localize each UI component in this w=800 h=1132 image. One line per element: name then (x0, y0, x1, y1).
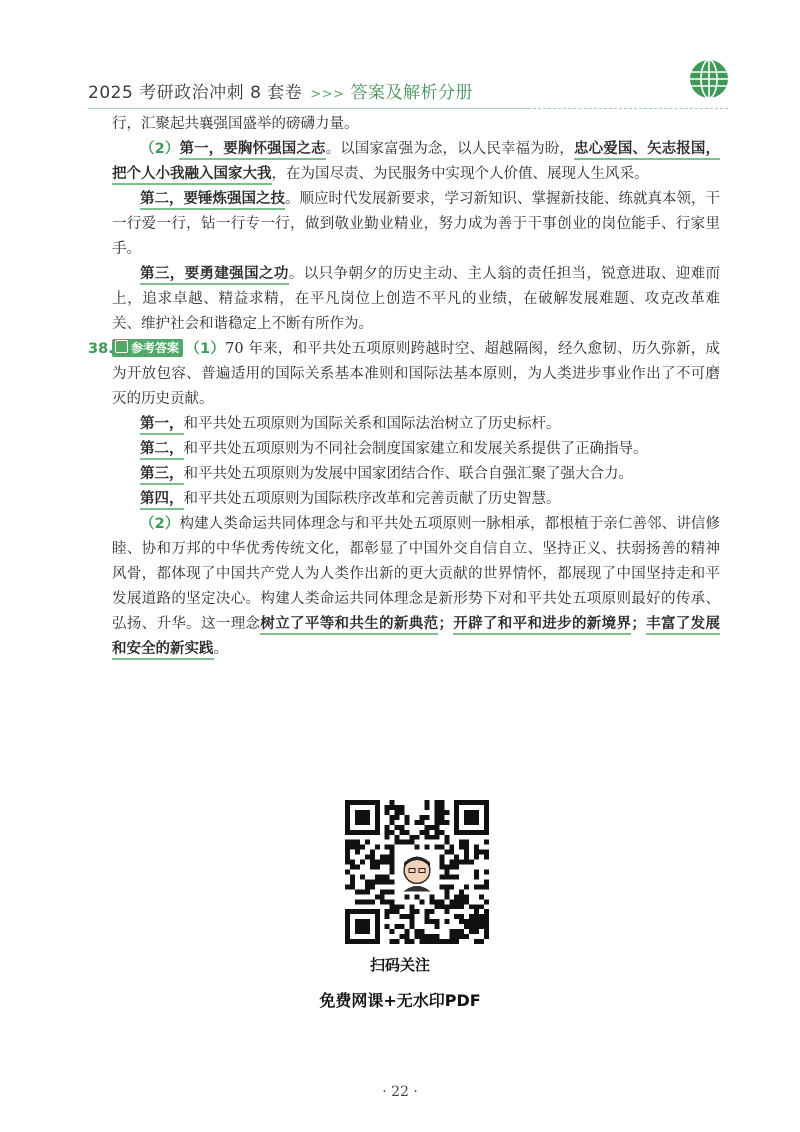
q38-point-1 (112, 412, 720, 437)
point-lead: 第三， (140, 466, 184, 485)
paragraph-continuation: 行，汇聚起共襄强国盛举的磅礴力量。 (112, 116, 359, 132)
q38-part-2 (112, 512, 720, 662)
key-phrase: 丰富了发展和安全的新实践 (112, 616, 720, 660)
part-number: （2） (140, 516, 180, 532)
paragraph-point-1 (112, 137, 720, 187)
point-lead: 第四， (140, 491, 184, 510)
answer-badge (112, 339, 183, 357)
edit-icon (115, 340, 128, 353)
paragraph-point-2 (112, 187, 720, 262)
answer-content (88, 112, 721, 662)
paragraph-point-3 (112, 262, 720, 337)
qr-caption: 扫码关注 (369, 956, 430, 974)
key-phrase: 树立了平等和共生的新典范 (260, 616, 438, 635)
globe-icon (688, 58, 730, 100)
q38-intro (112, 337, 720, 412)
page-number: · 22 · (382, 1084, 418, 1100)
body-text: 。以国家富强为念，以人民幸福为盼， (325, 141, 574, 157)
page-header (88, 70, 720, 110)
body-text: 。以只争朝夕的历史主动、主人翁的责任担当，锐意进取、迎难而上，追求卓越、精益求精，在平凡岗位上创造不平凡的业绩，在破解发展难题、攻克改革难关、维护社会和谐稳定上不断有所作为。 (112, 266, 721, 332)
point-text: 和平共处五项原则为国际关系和国际法治树立了历史标杆。 (183, 416, 561, 432)
header-rule-dashed (528, 108, 728, 109)
section-title: 答案及解析分册 (350, 83, 473, 103)
point-text: 和平共处五项原则为不同社会制度国家建立和发展关系提供了正确指导。 (183, 441, 648, 457)
avatar (397, 852, 437, 892)
body-text: 。顺应时代发展新要求，学习新知识、掌握新技能、练就真本领，干一行爱一行，钻一行专一行，做到敬业勤业精业，努力成为善于干事创业的岗位能手、行家里手。 (112, 191, 720, 257)
q38-point-4 (112, 487, 720, 512)
qr-code[interactable] (345, 800, 489, 944)
q38-point-2 (112, 437, 720, 462)
point-text: 和平共处五项原则为发展中国家团结合作、联合自强汇聚了强大合力。 (183, 466, 633, 482)
point-lead: 第二， (140, 441, 184, 460)
question-number: 38. (88, 341, 114, 357)
body-text: 70 年来，和平共处五项原则跨越时空、超越隔阂，经久愈韧、历久弥新，成为开放包容、普遍适用的国际关系基本准则和国际法基本原则，为人类进步事业作出了不可磨灭的历史贡献。 (112, 341, 720, 407)
q38-point-3 (112, 462, 720, 487)
part-number: （1） (185, 341, 226, 357)
key-phrase: 开辟了和平和进步的新境界 (453, 616, 631, 635)
qr-subcaption: 免费网课+无水印PDF (319, 991, 481, 1010)
key-phrase: 忠心爱国、矢志报国，把个人小我融入国家大我 (112, 141, 720, 185)
separator: ； (631, 616, 646, 632)
header-rule (88, 108, 528, 109)
point-lead: 第一， (140, 416, 184, 435)
lead-phrase: 第三，要勇建强国之功 (140, 266, 289, 285)
question-38 (88, 337, 721, 662)
answer-badge-label: 参考答案 (131, 341, 180, 355)
point-text: 和平共处五项原则为国际秩序改革和完善贡献了历史智慧。 (183, 491, 561, 507)
separator: ； (438, 616, 453, 632)
book-title: 2025 考研政治冲刺 8 套卷 (88, 83, 303, 103)
header-title (88, 78, 473, 103)
lead-phrase: 第二，要锤炼强国之技 (140, 191, 285, 210)
arrows-icon: >>> (310, 87, 345, 102)
lead-phrase: 第一，要胸怀强国之志 (179, 141, 325, 160)
body-text: 构建人类命运共同体理念与和平共处五项原则一脉相承，都根植于亲仁善邻、讲信修睦、协和万邦的中华优秀传统文化，都彰显了中国外交自信自立、坚持正义、扶弱扬善的精神风骨，都体现了中国共产党人为人类作出新的更大贡献的世界情怀，都展现了中国坚持走和平发展道路的坚定决心。构建人类命运共同体理念是新形势下对和平共处五项原则最好的传承、弘扬、升华。这一理念 (112, 516, 721, 632)
part-number: （2） (140, 141, 180, 157)
body-text: ，在为国尽责、为民服务中实现个人价值、展现人生风采。 (271, 166, 649, 182)
body-text: 。 (213, 641, 228, 657)
